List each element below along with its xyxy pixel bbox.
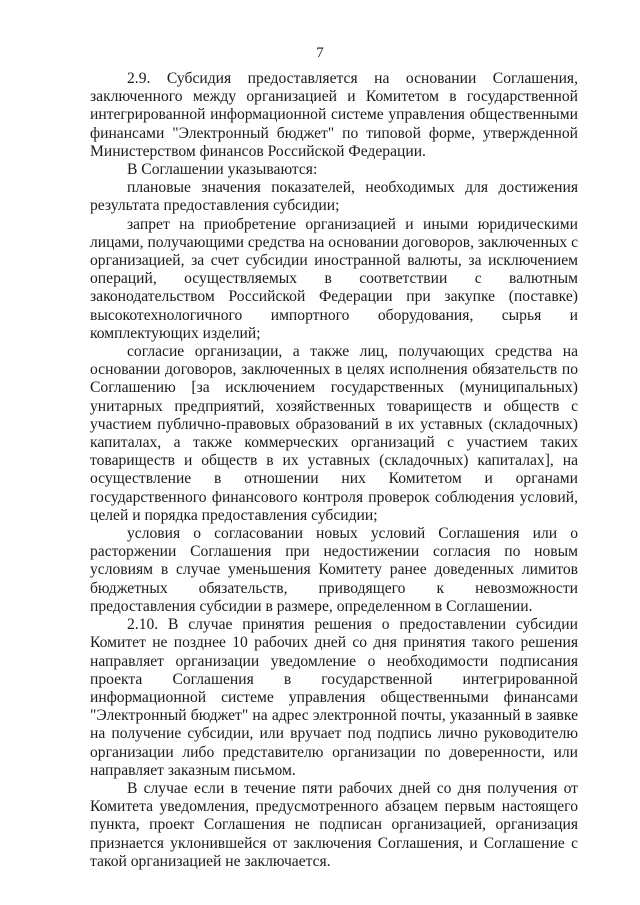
paragraph-consent-audit: согласие организации, а также лиц, получающих средства на основании договоров, заключенных в целях исполнения обязательств по Соглашению [за исключением государственных (муниципальных) унитарных предприятий, хозяйственных товариществ и обществ с участием публично-правовых образований в их уставных (складочных) капиталах, а также коммерческих организаций с участием таких товариществ и обществ в их уставных (складочных) капиталах], на осуществление в отношении них Комитетом и органами государственного финансового контроля проверок соблюдения условий, целей и порядка предоставления субсидии;	[90, 343, 578, 524]
paragraph-evasion: В случае если в течение пяти рабочих дней со дня получения от Комитета уведомления, предусмотренного абзацем первым настоящего пункта, проект Соглашения не подписан организацией, организация признается уклонившейся от заключения Соглашения, и Соглашение с такой организацией не заключается.	[90, 779, 578, 870]
paragraph-agreement-intro: В Соглашении указываются:	[127, 161, 318, 179]
paragraph-2-9: 2.9. Субсидия предоставляется на основании Соглашения, заключенного между организацией и Комитетом в государственной интегрированной информационной системе управления общественными финансами "Электронный бюджет" по типовой форме, утвержденной Министерством финансов Российской Федерации.	[90, 70, 578, 160]
paragraph-2-10: 2.10. В случае принятия решения о предоставлении субсидии Комитет не позднее 10 рабочих дней со дня принятия такого решения направляет организации уведомление о необходимости подписания проекта Соглашения в государственной интегрированной информационной системе управления общественными финансами "Электронный бюджет" на адрес электронной почты, указанный в заявке на получение субсидии, или вручает под подпись лично руководителю организации либо представителю организации по доверенности, или направляет заказным письмом.	[90, 616, 578, 779]
paragraph-currency-ban: запрет на приобретение организацией и иными юридическими лицами, получающими средства на основании договоров, заключенных с организацией, за счет субсидии иностранной валюты, за исключением операций, осуществляемых в соответствии с валютным законодательством Российской Федерации при закупке (поставке) высокотехнологичного импортного оборудования, сырья и комплектующих изделий;	[90, 215, 578, 342]
page-number: 7	[316, 45, 324, 61]
document-body	[90, 70, 578, 871]
paragraph-termination-terms: условия о согласовании новых условий Соглашения или о расторжении Соглашения при недостижении согласия по новым условиям в случае уменьшения Комитету ранее доведенных лимитов бюджетных обязательств, приводящего к невозможности предоставления субсидии в размере, определенном в Соглашении.	[90, 525, 578, 615]
paragraph-planned-values: плановые значения показателей, необходимых для достижения результата предоставления субсидии;	[90, 179, 578, 215]
